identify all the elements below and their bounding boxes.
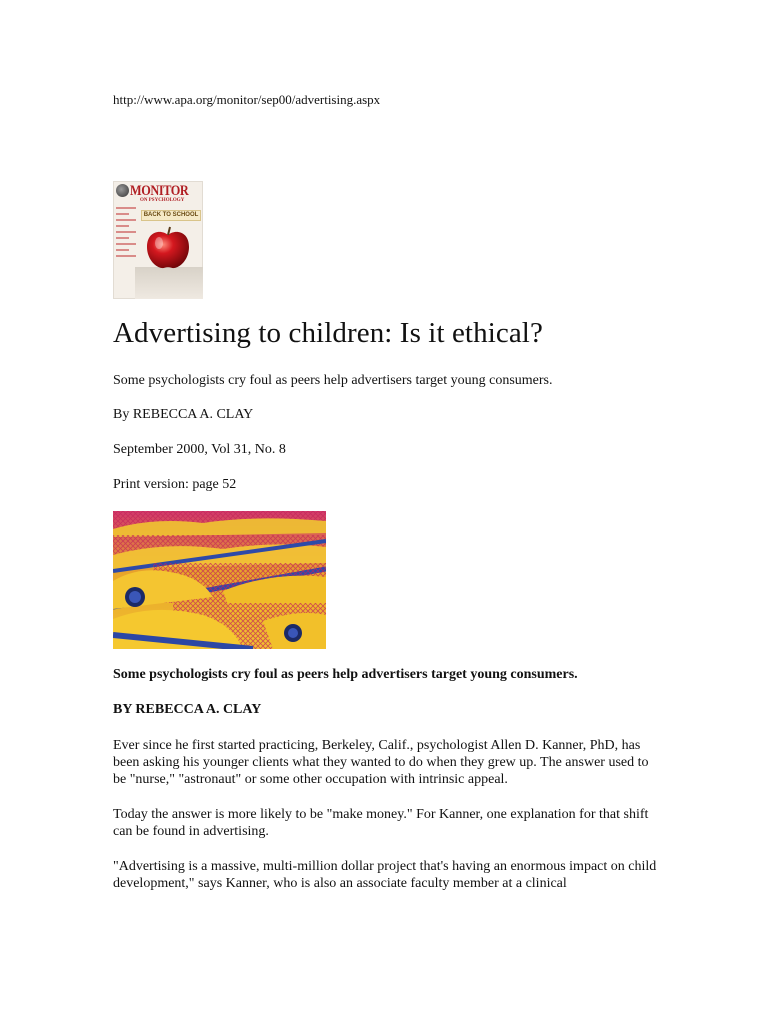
shopping-carts-photo bbox=[113, 511, 326, 649]
article-deck: Some psychologists cry foul as peers help advertisers target young consumers. bbox=[113, 373, 553, 388]
article-byline: By REBECCA A. CLAY bbox=[113, 407, 254, 422]
cover-table bbox=[135, 267, 203, 299]
paragraph-1: Ever since he first started practicing, Berkeley, Calif., psychologist Allen D. Kanner, PhD, has been asking his younger clients what they wanted to do when they grew up. The answer used to be "nurse," "astronaut" or some other occupation with intrinsic appeal. bbox=[113, 738, 649, 787]
print-version: Print version: page 52 bbox=[113, 477, 237, 492]
cover-headlines bbox=[116, 207, 136, 261]
article-byline-bold: BY REBECCA A. CLAY bbox=[113, 702, 262, 717]
cover-subtitle: ON PSYCHOLOGY bbox=[140, 198, 185, 203]
shopping-carts-illustration bbox=[113, 511, 326, 649]
apple-icon bbox=[143, 225, 193, 271]
cover-banner: BACK TO SCHOOL bbox=[141, 210, 201, 221]
paragraph-3: "Advertising is a massive, multi-million dollar project that's having an enormous impact on child development," says Kanner, who is also an associate faculty member at a clinical bbox=[113, 859, 657, 891]
magazine-cover-image bbox=[113, 181, 203, 299]
apa-seal-icon bbox=[116, 184, 129, 197]
source-url[interactable]: http://www.apa.org/monitor/sep00/advertising.aspx bbox=[113, 92, 381, 107]
article-title: Advertising to children: Is it ethical? bbox=[113, 317, 543, 349]
article-deck-bold: Some psychologists cry foul as peers help advertisers target young consumers. bbox=[113, 667, 578, 682]
article-issue: September 2000, Vol 31, No. 8 bbox=[113, 442, 286, 457]
paragraph-2: Today the answer is more likely to be "make money." For Kanner, one explanation for that shift can be found in advertising. bbox=[113, 807, 649, 839]
cover-masthead: MONITOR bbox=[130, 183, 189, 199]
